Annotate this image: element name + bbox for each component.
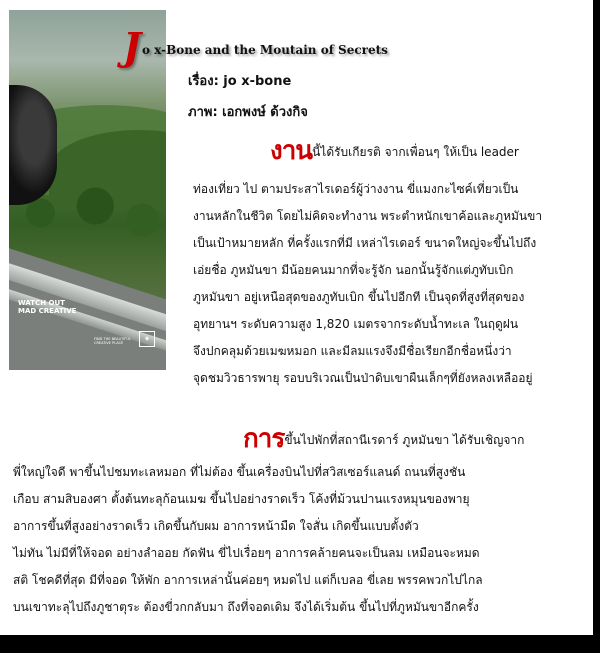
- dropcap: การ: [243, 424, 285, 454]
- paragraph-2-line: บนเขาทะลุไปถึงภูชาตุระ ต้องขี่วกกลับมา ถึงที่จอดเดิม จึงได้เริ่มต้น ขึ้นไปที่ภูหมันขาอีกครั้ง: [13, 600, 479, 614]
- paragraph-2-line: พี่ใหญ่ใจดี พาขึ้นไปชมทะเลหมอก ที่ไม่ต้อง ขึ้นเครื่องบินไปที่สวิสเซอร์แลนด์ ถนนที่สูงชัน: [13, 465, 466, 479]
- title-rest: o x-Bone and the Moutain of Secrets: [141, 43, 388, 57]
- photo-small-text: FIND THE BEAUTIFUL CREATIVE PLACE: [94, 337, 131, 345]
- paragraph-2-line: [243, 418, 524, 459]
- dropcap: งาน: [270, 136, 313, 166]
- helmet-image: [9, 85, 57, 205]
- paragraph-2-line: เกือบ สามสิบองศา ตั้งต้นทะลุก้อนเมฆ ขึ้นไปอย่างราดเร็ว โค้งที่ม้วนปานแรงหมุนของพายุ: [13, 492, 470, 506]
- paragraph-1-line: งานหลักในชีวิต โดยไม่คิดจะทำงาน พระตำหนักเขาค้อและภูหมันขา: [193, 209, 543, 223]
- paragraph-1-line: ท่องเที่ยว ไป ตามประสาไรเดอร์ผู้ว่างงาน ขี่แมงกะไซค์เที่ยวเป็น: [193, 182, 519, 196]
- paragraph-1-line: [270, 130, 519, 171]
- story-credit: เรื่อง: jo x-bone: [188, 74, 292, 89]
- paragraph-1-line: อุทยานฯ ระดับความสูง 1,820 เมตรจากระดับน้ำทะเล ในฤดูฝน: [193, 317, 519, 331]
- article-title: [123, 24, 593, 69]
- paragraph-1-line: จึงปกคลุมด้วยเมฆหมอก และมีลมแรงจึงมีชื่อเรียกอีกชื่อหนึ่งว่า: [193, 344, 512, 358]
- photo-credit: ภาพ: เอกพงษ์ ด้วงกิจ: [188, 105, 308, 120]
- paragraph-2-line: อาการขึ้นที่สูงอย่างราดเร็ว เกิดขึ้นกับผม อาการหน้ามืด ใจสั่น เกิดขึ้นแบบตั้งตัว: [13, 519, 419, 533]
- title-initial: J: [123, 24, 141, 69]
- paragraph-1-line: ภูหมันขา อยู่เหนือสุดของภูทับเบิก ขึ้นไปอีกที เป็นจุดที่สูงที่สุดของ: [193, 290, 525, 304]
- paragraph-1-line: เอ่ยชื่อ ภูหมันขา มีน้อยคนมากที่จะรู้จัก นอกนั้นรู้จักแต่ภูทับเบิก: [193, 263, 514, 277]
- paragraph-1-line: จุดชมวิวธารพายุ รอบบริเวณเป็นป่าดิบเขาผืนเล็กๆที่ยังหลงเหลืออยู่: [193, 371, 533, 385]
- line-text: ขึ้นไปพักที่สถานีเรดาร์ ภูหมันขา ได้รับเชิญจาก: [284, 433, 525, 447]
- paragraph-2-line: สติ โชคดีที่สุด มีที่จอด ให้พัก อาการเหล่านั้นค่อยๆ หมดไป แต่ก็เบลอ ขี่เลย พรรคพวกไปไกล: [13, 573, 483, 587]
- line-text: นี้ได้รับเกียรติ จากเพื่อนๆ ให้เป็น leader: [312, 145, 519, 159]
- photo-logo-icon: ◈: [139, 331, 155, 347]
- photo-caption-line2: MAD CREATIVE: [18, 307, 77, 315]
- photo-caption: [18, 299, 76, 315]
- paragraph-1-line: เป็นเป้าหมายหลัก ที่ครั้งแรกที่มี เหล่าไรเดอร์ ขนาดใหญ่จะขึ้นไปถึง: [193, 236, 537, 250]
- photo-caption-line1: WATCH OUT: [18, 299, 65, 307]
- paragraph-2-line: ไม่ทัน ไม่มีที่ให้จอด อย่างลำออย กัดฟัน ขี่ไปเรื่อยๆ อาการคล้ายคนจะเป็นลม เหมือนจะหมด: [13, 546, 480, 560]
